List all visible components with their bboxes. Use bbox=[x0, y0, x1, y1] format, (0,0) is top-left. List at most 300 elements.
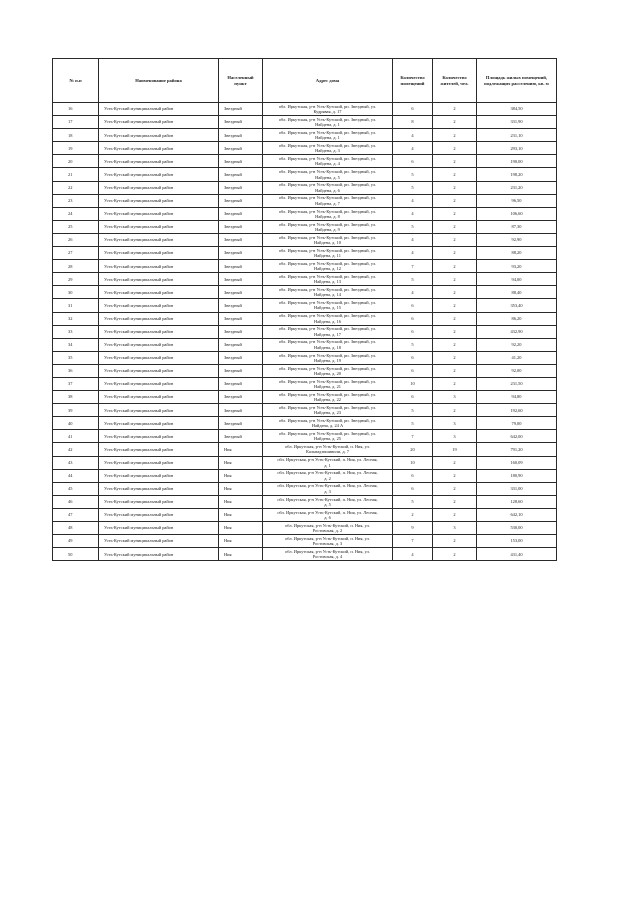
table-row bbox=[53, 351, 557, 364]
table-row bbox=[53, 456, 557, 469]
row-residents: 2 bbox=[433, 351, 477, 364]
row-settlement: Ния bbox=[219, 508, 263, 521]
row-number: 46 bbox=[53, 495, 99, 508]
row-settlement: Звездный bbox=[219, 325, 263, 338]
row-rooms: 4 bbox=[393, 194, 433, 207]
row-number: 18 bbox=[53, 129, 99, 142]
row-residents: 2 bbox=[433, 377, 477, 390]
row-rooms: 2 bbox=[393, 508, 433, 521]
address-line: обл. Иркутская, р-н Усть-Кутский, п. Ния, ул. Лесная, bbox=[277, 470, 378, 476]
row-district: Усть-Кутский муниципальный район bbox=[99, 247, 219, 260]
table-row bbox=[53, 142, 557, 155]
row-settlement: Звездный bbox=[219, 404, 263, 417]
row-number: 39 bbox=[53, 404, 99, 417]
row-address bbox=[263, 443, 393, 456]
row-district: Усть-Кутский муниципальный район bbox=[99, 391, 219, 404]
row-area: 96,50 bbox=[477, 194, 557, 207]
col-header-district: Наименование района bbox=[99, 59, 219, 103]
address-line: обл. Иркутская, р-н Усть-Кутский, п. Ния, ул. bbox=[285, 522, 370, 528]
row-rooms: 10 bbox=[393, 456, 433, 469]
row-number: 38 bbox=[53, 391, 99, 404]
row-district: Усть-Кутский муниципальный район bbox=[99, 220, 219, 233]
row-area: 92,00 bbox=[477, 364, 557, 377]
address-line: д. 6 bbox=[324, 514, 331, 520]
row-number: 43 bbox=[53, 456, 99, 469]
row-residents: 2 bbox=[433, 220, 477, 233]
row-district: Усть-Кутский муниципальный район bbox=[99, 482, 219, 495]
row-area: 94,00 bbox=[477, 273, 557, 286]
row-residents: 3 bbox=[433, 430, 477, 443]
address-line: обл. Иркутская, р-н Усть-Кутский, рп. Звездный, ул. bbox=[278, 273, 377, 279]
row-district: Усть-Кутский муниципальный район bbox=[99, 116, 219, 129]
table-row bbox=[53, 103, 557, 116]
table-row bbox=[53, 181, 557, 194]
row-residents: 2 bbox=[433, 116, 477, 129]
row-number: 26 bbox=[53, 233, 99, 246]
row-settlement: Звездный bbox=[219, 338, 263, 351]
row-settlement: Ния bbox=[219, 548, 263, 561]
address-line: обл. Иркутская, р-н Усть-Кутский, рп. Звездный, ул. bbox=[278, 260, 377, 266]
row-rooms: 9 bbox=[393, 522, 433, 535]
row-rooms: 5 bbox=[393, 338, 433, 351]
row-area: 791,20 bbox=[477, 443, 557, 456]
row-rooms: 5 bbox=[393, 181, 433, 194]
row-area: 353,40 bbox=[477, 299, 557, 312]
row-residents: 2 bbox=[433, 273, 477, 286]
row-address bbox=[263, 220, 393, 233]
row-area: 190,00 bbox=[477, 155, 557, 168]
row-number: 27 bbox=[53, 247, 99, 260]
table-body bbox=[53, 103, 557, 561]
row-number: 33 bbox=[53, 325, 99, 338]
row-settlement: Звездный bbox=[219, 142, 263, 155]
row-address bbox=[263, 194, 393, 207]
table-row bbox=[53, 168, 557, 181]
address-line: Найдена, д. 23 bbox=[314, 410, 341, 416]
row-address bbox=[263, 129, 393, 142]
row-rooms: 4 bbox=[393, 142, 433, 155]
table-row bbox=[53, 404, 557, 417]
col-header-residents: Количество жителей, чел. bbox=[433, 59, 477, 103]
row-number: 41 bbox=[53, 430, 99, 443]
row-rooms: 4 bbox=[393, 548, 433, 561]
row-number: 50 bbox=[53, 548, 99, 561]
row-residents: 2 bbox=[433, 103, 477, 116]
address-line: обл. Иркутская, р-н Усть-Кутский, рп. Звездный, ул. bbox=[278, 404, 377, 410]
table-row bbox=[53, 364, 557, 377]
row-rooms: 6 bbox=[393, 103, 433, 116]
row-settlement: Звездный bbox=[219, 247, 263, 260]
row-residents: 2 bbox=[433, 469, 477, 482]
row-area: 92,90 bbox=[477, 233, 557, 246]
address-line: Кудрявая, д. 17 bbox=[313, 109, 342, 115]
address-line: Найдена, д. 3 bbox=[315, 148, 340, 154]
address-line: обл. Иркутская, р-н Усть-Кутский, рп. Звездный, ул. bbox=[278, 326, 377, 332]
address-line: обл. Иркутская, р-н Усть-Кутский, рп. Звездный, ул. bbox=[278, 313, 377, 319]
address-line: Найдена, д. 22 bbox=[314, 397, 341, 403]
address-line: обл. Иркутская, р-н Усть-Кутский, рп. Звездный, ул. bbox=[278, 182, 377, 188]
row-district: Усть-Кутский муниципальный район bbox=[99, 273, 219, 286]
row-address bbox=[263, 233, 393, 246]
row-number: 37 bbox=[53, 377, 99, 390]
row-district: Усть-Кутский муниципальный район bbox=[99, 522, 219, 535]
row-address bbox=[263, 430, 393, 443]
row-rooms: 7 bbox=[393, 260, 433, 273]
row-district: Усть-Кутский муниципальный район bbox=[99, 299, 219, 312]
row-number: 42 bbox=[53, 443, 99, 456]
row-rooms: 4 bbox=[393, 207, 433, 220]
row-area: 384,50 bbox=[477, 103, 557, 116]
row-settlement: Ния bbox=[219, 482, 263, 495]
row-residents: 2 bbox=[433, 312, 477, 325]
address-line: Найдена, д. 19 bbox=[314, 357, 341, 363]
address-line: обл. Иркутская, р-н Усть-Кутский, рп. Звездный, ул. bbox=[278, 352, 377, 358]
row-district: Усть-Кутский муниципальный район bbox=[99, 351, 219, 364]
row-settlement: Звездный bbox=[219, 377, 263, 390]
row-number: 34 bbox=[53, 338, 99, 351]
row-address bbox=[263, 116, 393, 129]
table-row bbox=[53, 286, 557, 299]
row-rooms: 6 bbox=[393, 312, 433, 325]
address-line: обл. Иркутская, р-н Усть-Кутский, рп. Звездный, ул. bbox=[278, 378, 377, 384]
row-settlement: Звездный bbox=[219, 351, 263, 364]
row-district: Усть-Кутский муниципальный район bbox=[99, 377, 219, 390]
row-district: Усть-Кутский муниципальный район bbox=[99, 260, 219, 273]
address-line: обл. Иркутская, р-н Усть-Кутский, рп. Звездный, ул. bbox=[278, 391, 377, 397]
row-address bbox=[263, 299, 393, 312]
row-settlement: Звездный bbox=[219, 233, 263, 246]
row-address bbox=[263, 417, 393, 430]
table-row bbox=[53, 233, 557, 246]
table-row bbox=[53, 129, 557, 142]
address-line: обл. Иркутская, р-н Усть-Кутский, п. Ния, ул. Лесная, bbox=[277, 496, 378, 502]
row-settlement: Звездный bbox=[219, 181, 263, 194]
row-residents: 2 bbox=[433, 482, 477, 495]
row-number: 31 bbox=[53, 299, 99, 312]
address-line: Найдена, д. 11 bbox=[314, 253, 341, 259]
row-district: Усть-Кутский муниципальный район bbox=[99, 469, 219, 482]
address-line: Ростовская, д. 4 bbox=[312, 554, 343, 560]
row-address bbox=[263, 351, 393, 364]
address-line: д. 3 bbox=[324, 488, 331, 494]
row-rooms: 5 bbox=[393, 404, 433, 417]
row-area: 160,09 bbox=[477, 456, 557, 469]
row-rooms: 4 bbox=[393, 129, 433, 142]
address-line: обл. Иркутская, р-н Усть-Кутский, рп. Звездный, ул. bbox=[278, 129, 377, 135]
row-district: Усть-Кутский муниципальный район bbox=[99, 168, 219, 181]
row-settlement: Звездный bbox=[219, 194, 263, 207]
row-address bbox=[263, 364, 393, 377]
address-line: обл. Иркутская, р-н Усть-Кутский, п. Ния, ул. bbox=[285, 535, 370, 541]
row-settlement: Ния bbox=[219, 522, 263, 535]
row-address bbox=[263, 548, 393, 561]
row-address bbox=[263, 456, 393, 469]
row-residents: 2 bbox=[433, 142, 477, 155]
row-area: 92,20 bbox=[477, 338, 557, 351]
row-rooms: 5 bbox=[393, 417, 433, 430]
row-area: 192,60 bbox=[477, 404, 557, 417]
row-district: Усть-Кутский муниципальный район bbox=[99, 338, 219, 351]
row-district: Усть-Кутский муниципальный район bbox=[99, 155, 219, 168]
row-residents: 2 bbox=[433, 495, 477, 508]
row-district: Усть-Кутский муниципальный район bbox=[99, 456, 219, 469]
address-line: Найдена, д. 10 bbox=[314, 239, 341, 245]
address-line: обл. Иркутская, р-н Усть-Кутский, п. Ния, ул. Лесная, bbox=[277, 457, 378, 463]
row-residents: 2 bbox=[433, 207, 477, 220]
address-line: обл. Иркутская, р-н Усть-Кутский, рп. Звездный, ул. bbox=[278, 208, 377, 214]
row-rooms: 6 bbox=[393, 351, 433, 364]
row-address bbox=[263, 325, 393, 338]
table-row bbox=[53, 338, 557, 351]
row-area: 94,80 bbox=[477, 391, 557, 404]
row-residents: 2 bbox=[433, 404, 477, 417]
table-row bbox=[53, 522, 557, 535]
row-rooms: 4 bbox=[393, 247, 433, 260]
row-number: 21 bbox=[53, 168, 99, 181]
row-area: 41,20 bbox=[477, 351, 557, 364]
table-row bbox=[53, 469, 557, 482]
row-residents: 2 bbox=[433, 548, 477, 561]
row-area: 293,10 bbox=[477, 142, 557, 155]
row-residents: 3 bbox=[433, 417, 477, 430]
row-rooms: 6 bbox=[393, 299, 433, 312]
address-line: Найдена, д. 13 bbox=[314, 279, 341, 285]
row-residents: 2 bbox=[433, 299, 477, 312]
row-settlement: Звездный bbox=[219, 430, 263, 443]
row-district: Усть-Кутский муниципальный район bbox=[99, 129, 219, 142]
row-residents: 2 bbox=[433, 129, 477, 142]
row-residents: 3 bbox=[433, 522, 477, 535]
row-area: 642,00 bbox=[477, 430, 557, 443]
row-address bbox=[263, 482, 393, 495]
row-settlement: Звездный bbox=[219, 103, 263, 116]
row-settlement: Звездный bbox=[219, 286, 263, 299]
row-district: Усть-Кутский муниципальный район bbox=[99, 194, 219, 207]
address-line: обл. Иркутская, р-н Усть-Кутский, п. Ния, ул. Лесная, bbox=[277, 483, 378, 489]
row-settlement: Ния bbox=[219, 469, 263, 482]
row-address bbox=[263, 168, 393, 181]
row-address bbox=[263, 247, 393, 260]
col-header-num: № п.п bbox=[53, 59, 99, 103]
address-line: Кальвадзишивили, д. 7 bbox=[306, 449, 349, 455]
row-rooms: 6 bbox=[393, 391, 433, 404]
row-number: 32 bbox=[53, 312, 99, 325]
table-row bbox=[53, 299, 557, 312]
row-residents: 2 bbox=[433, 456, 477, 469]
row-area: 642,10 bbox=[477, 508, 557, 521]
address-line: обл. Иркутская, р-н Усть-Кутский, п. Ния, ул. Лесная, bbox=[277, 509, 378, 515]
row-district: Усть-Кутский муниципальный район bbox=[99, 535, 219, 548]
col-header-address: Адрес дома bbox=[263, 59, 393, 103]
row-address bbox=[263, 377, 393, 390]
row-district: Усть-Кутский муниципальный район bbox=[99, 417, 219, 430]
row-number: 48 bbox=[53, 522, 99, 535]
row-area: 331,90 bbox=[477, 116, 557, 129]
row-rooms: 5 bbox=[393, 495, 433, 508]
row-district: Усть-Кутский муниципальный район bbox=[99, 443, 219, 456]
row-address bbox=[263, 273, 393, 286]
address-line: обл. Иркутская, р-н Усть-Кутский, рп. Звездный, ул. bbox=[278, 143, 377, 149]
row-area: 79,00 bbox=[477, 417, 557, 430]
address-line: обл. Иркутская, р-н Усть-Кутский, рп. Звездный, ул. bbox=[278, 431, 377, 437]
row-rooms: 8 bbox=[393, 116, 433, 129]
row-number: 24 bbox=[53, 207, 99, 220]
row-residents: 2 bbox=[433, 260, 477, 273]
row-district: Усть-Кутский муниципальный район bbox=[99, 495, 219, 508]
row-address bbox=[263, 260, 393, 273]
address-line: обл. Иркутская, р-н Усть-Кутский, рп. Звездный, ул. bbox=[278, 169, 377, 175]
address-line: Ростовская, д. 2 bbox=[312, 528, 343, 534]
row-rooms: 6 bbox=[393, 482, 433, 495]
row-settlement: Звездный bbox=[219, 417, 263, 430]
row-settlement: Ния bbox=[219, 456, 263, 469]
row-settlement: Звездный bbox=[219, 273, 263, 286]
table-row bbox=[53, 535, 557, 548]
row-residents: 2 bbox=[433, 535, 477, 548]
address-line: Найдена, д. 17 bbox=[314, 331, 341, 337]
row-area: 93,20 bbox=[477, 260, 557, 273]
address-line: Найдена, д. 7 bbox=[315, 200, 340, 206]
row-settlement: Звездный bbox=[219, 168, 263, 181]
table-row bbox=[53, 312, 557, 325]
row-area: 180,90 bbox=[477, 469, 557, 482]
row-area: 231,50 bbox=[477, 377, 557, 390]
row-area: 231,20 bbox=[477, 181, 557, 194]
address-line: обл. Иркутская, р-н Усть-Кутский, рп. Звездный, ул. bbox=[278, 103, 377, 109]
table-row bbox=[53, 325, 557, 338]
address-line: Найдена, д. 8 bbox=[315, 213, 340, 219]
row-residents: 2 bbox=[433, 247, 477, 260]
address-line: Найдена, д. 5 bbox=[315, 174, 340, 180]
row-area: 88,20 bbox=[477, 247, 557, 260]
row-residents: 2 bbox=[433, 194, 477, 207]
address-line: обл. Иркутская, р-н Усть-Кутский, рп. Звездный, ул. bbox=[278, 418, 377, 423]
address-line: обл. Иркутская, р-н Усть-Кутский, п. Ния, ул. bbox=[285, 548, 370, 554]
row-residents: 2 bbox=[433, 338, 477, 351]
address-line: д. 2 bbox=[324, 475, 331, 481]
address-line: д. 5 bbox=[324, 501, 331, 507]
row-district: Усть-Кутский муниципальный район bbox=[99, 181, 219, 194]
table-row bbox=[53, 508, 557, 521]
address-line: обл. Иркутская, р-н Усть-Кутский, рп. Звездный, ул. bbox=[278, 116, 377, 122]
row-number: 20 bbox=[53, 155, 99, 168]
row-address bbox=[263, 338, 393, 351]
row-settlement: Ния bbox=[219, 495, 263, 508]
row-rooms: 6 bbox=[393, 325, 433, 338]
table-row bbox=[53, 482, 557, 495]
row-address bbox=[263, 535, 393, 548]
row-address bbox=[263, 391, 393, 404]
row-address bbox=[263, 522, 393, 535]
row-rooms: 6 bbox=[393, 469, 433, 482]
row-area: 431,40 bbox=[477, 548, 557, 561]
address-line: Найдена, д. 1 bbox=[315, 122, 340, 128]
table-row bbox=[53, 430, 557, 443]
row-district: Усть-Кутский муниципальный район bbox=[99, 430, 219, 443]
row-district: Усть-Кутский муниципальный район bbox=[99, 142, 219, 155]
address-line: Найдена, д. 25 bbox=[314, 436, 341, 442]
row-address bbox=[263, 103, 393, 116]
row-district: Усть-Кутский муниципальный район bbox=[99, 548, 219, 561]
col-header-rooms: Количество помещений bbox=[393, 59, 433, 103]
row-area: 88,40 bbox=[477, 286, 557, 299]
address-line: Найдена, д. 6 bbox=[315, 187, 340, 193]
row-settlement: Ния bbox=[219, 443, 263, 456]
row-area: 198,20 bbox=[477, 168, 557, 181]
row-area: 432,90 bbox=[477, 325, 557, 338]
address-line: обл. Иркутская, р-н Усть-Кутский, рп. Звездный, ул. bbox=[278, 365, 377, 371]
row-settlement: Звездный bbox=[219, 116, 263, 129]
row-number: 45 bbox=[53, 482, 99, 495]
row-address bbox=[263, 142, 393, 155]
row-residents: 19 bbox=[433, 443, 477, 456]
row-rooms: 10 bbox=[393, 377, 433, 390]
row-number: 22 bbox=[53, 181, 99, 194]
row-address bbox=[263, 312, 393, 325]
row-settlement: Звездный bbox=[219, 364, 263, 377]
row-address bbox=[263, 469, 393, 482]
table-row bbox=[53, 443, 557, 456]
row-area: 153,00 bbox=[477, 535, 557, 548]
row-district: Усть-Кутский муниципальный район bbox=[99, 404, 219, 417]
row-number: 29 bbox=[53, 273, 99, 286]
row-settlement: Звездный bbox=[219, 299, 263, 312]
address-line: обл. Иркутская, р-н Усть-Кутский, рп. Звездный, ул. bbox=[278, 221, 377, 227]
row-residents: 2 bbox=[433, 508, 477, 521]
row-district: Усть-Кутский муниципальный район bbox=[99, 325, 219, 338]
row-number: 19 bbox=[53, 142, 99, 155]
address-line: обл. Иркутская, р-н Усть-Кутский, рп. Звездный, ул. bbox=[278, 234, 377, 240]
row-number: 40 bbox=[53, 417, 99, 430]
address-line: обл. Иркутская, р-н Усть-Кутский, рп. Звездный, ул. bbox=[278, 300, 377, 306]
row-address bbox=[263, 207, 393, 220]
row-district: Усть-Кутский муниципальный район bbox=[99, 207, 219, 220]
row-district: Усть-Кутский муниципальный район bbox=[99, 364, 219, 377]
address-line: Найдена, д. 20 bbox=[314, 370, 341, 376]
row-address bbox=[263, 286, 393, 299]
row-rooms: 5 bbox=[393, 168, 433, 181]
row-residents: 2 bbox=[433, 286, 477, 299]
row-rooms: 6 bbox=[393, 155, 433, 168]
table-row bbox=[53, 273, 557, 286]
row-settlement: Звездный bbox=[219, 312, 263, 325]
row-district: Усть-Кутский муниципальный район bbox=[99, 103, 219, 116]
table-header-row bbox=[53, 59, 557, 103]
row-residents: 2 bbox=[433, 233, 477, 246]
row-address bbox=[263, 508, 393, 521]
row-address bbox=[263, 404, 393, 417]
table-row bbox=[53, 194, 557, 207]
row-area: 331,00 bbox=[477, 482, 557, 495]
table-row bbox=[53, 377, 557, 390]
row-area: 106,60 bbox=[477, 207, 557, 220]
address-line: Найдена, д. 15 bbox=[314, 305, 341, 311]
address-line: Найдена, д. 24 А bbox=[311, 423, 344, 429]
row-number: 44 bbox=[53, 469, 99, 482]
address-line: Найдена, д. 18 bbox=[314, 344, 341, 350]
document-page bbox=[52, 58, 556, 561]
row-rooms: 6 bbox=[393, 364, 433, 377]
table-row bbox=[53, 417, 557, 430]
row-area: 530,00 bbox=[477, 522, 557, 535]
row-rooms: 5 bbox=[393, 273, 433, 286]
address-line: обл. Иркутская, р-н Усть-Кутский, рп. Звездный, ул. bbox=[278, 156, 377, 162]
row-residents: 2 bbox=[433, 325, 477, 338]
table-row bbox=[53, 391, 557, 404]
table-row bbox=[53, 207, 557, 220]
row-district: Усть-Кутский муниципальный район bbox=[99, 508, 219, 521]
row-number: 16 bbox=[53, 103, 99, 116]
